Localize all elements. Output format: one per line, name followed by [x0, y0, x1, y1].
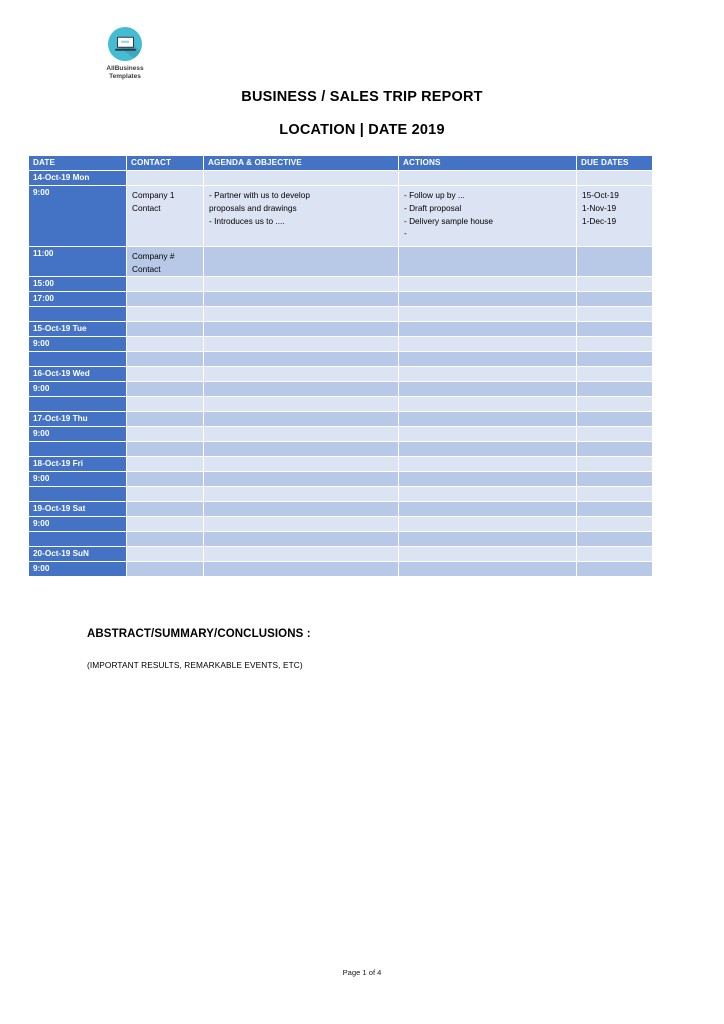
table-row: [29, 442, 653, 457]
cell-contact[interactable]: [127, 292, 204, 307]
cell-due[interactable]: [577, 171, 653, 186]
cell-contact[interactable]: [127, 457, 204, 472]
cell-due-line: 15-Oct-19: [582, 190, 619, 200]
cell-agenda[interactable]: [204, 517, 399, 532]
cell-contact[interactable]: [127, 397, 204, 412]
cell-agenda[interactable]: [204, 322, 399, 337]
cell-agenda[interactable]: [204, 502, 399, 517]
cell-contact-line: Contact: [132, 263, 161, 274]
cell-agenda[interactable]: [204, 186, 399, 247]
cell-due[interactable]: [577, 247, 653, 277]
table-row: [29, 487, 653, 502]
cell-contact[interactable]: [127, 382, 204, 397]
cell-actions-line: - Draft proposal: [404, 202, 462, 213]
cell-agenda[interactable]: [204, 442, 399, 457]
cell-agenda[interactable]: [204, 487, 399, 502]
cell-due[interactable]: [577, 517, 653, 532]
table-row: [29, 532, 653, 547]
cell-contact[interactable]: [127, 442, 204, 457]
cell-contact-line: Company 1: [132, 190, 175, 200]
cell-agenda[interactable]: [204, 171, 399, 186]
table-row: [29, 277, 653, 292]
cell-contact[interactable]: [127, 322, 204, 337]
laptop-icon: [108, 27, 142, 61]
cell-date[interactable]: 9:00: [29, 427, 127, 442]
cell-agenda[interactable]: [204, 277, 399, 292]
table-body: [29, 171, 653, 577]
cell-due[interactable]: [577, 186, 653, 247]
table-row: [29, 292, 653, 307]
cell-due[interactable]: [577, 322, 653, 337]
cell-due[interactable]: [577, 532, 653, 547]
cell-due[interactable]: [577, 487, 653, 502]
cell-due[interactable]: [577, 292, 653, 307]
cell-actions[interactable]: [399, 247, 577, 277]
cell-due[interactable]: [577, 502, 653, 517]
cell-agenda-line: proposals and drawings: [209, 202, 297, 213]
cell-actions-line: - Follow up by ...: [404, 190, 465, 200]
cell-agenda[interactable]: [204, 307, 399, 322]
cell-agenda[interactable]: [204, 472, 399, 487]
cell-agenda[interactable]: [204, 367, 399, 382]
cell-agenda[interactable]: [204, 547, 399, 562]
cell-due[interactable]: [577, 352, 653, 367]
cell-contact[interactable]: [127, 307, 204, 322]
cell-actions[interactable]: [399, 171, 577, 186]
trip-schedule-table: [28, 155, 653, 577]
cell-contact[interactable]: [127, 352, 204, 367]
cell-agenda[interactable]: [204, 457, 399, 472]
cell-actions[interactable]: [399, 277, 577, 292]
cell-due[interactable]: [577, 277, 653, 292]
cell-date[interactable]: 9:00: [29, 186, 127, 247]
cell-actions[interactable]: [399, 352, 577, 367]
cell-actions[interactable]: [399, 532, 577, 547]
cell-actions[interactable]: [399, 562, 577, 577]
cell-actions[interactable]: [399, 292, 577, 307]
cell-agenda[interactable]: [204, 352, 399, 367]
table-row: [29, 382, 653, 397]
cell-date[interactable]: [29, 532, 127, 547]
table-header: [29, 156, 653, 171]
column-header-contact: CONTACT: [127, 156, 204, 171]
table-row: [29, 472, 653, 487]
cell-actions[interactable]: [399, 322, 577, 337]
cell-due-line: 1-Nov-19: [582, 202, 617, 213]
cell-due[interactable]: [577, 307, 653, 322]
cell-actions-line: -: [404, 228, 407, 239]
page-subtitle: LOCATION | DATE 2019: [279, 122, 445, 138]
page-title: BUSINESS / SALES TRIP REPORT: [241, 89, 483, 105]
table-row: [29, 247, 653, 277]
cell-contact[interactable]: [127, 502, 204, 517]
table-row: [29, 427, 653, 442]
cell-actions[interactable]: [399, 547, 577, 562]
cell-due[interactable]: [577, 382, 653, 397]
cell-actions[interactable]: [399, 442, 577, 457]
cell-due[interactable]: [577, 397, 653, 412]
cell-agenda-line: - Introduces us to ....: [209, 215, 285, 226]
cell-date[interactable]: 15-Oct-19 Tue: [29, 322, 127, 337]
cell-date[interactable]: [29, 307, 127, 322]
cell-actions-line: - Delivery sample house: [404, 215, 493, 226]
cell-date[interactable]: 9:00: [29, 337, 127, 352]
table-row: [29, 502, 653, 517]
cell-date[interactable]: 9:00: [29, 382, 127, 397]
page-footer: Page 1 of 4: [342, 968, 382, 977]
cell-contact-line: Company #: [132, 251, 175, 261]
cell-agenda[interactable]: [204, 397, 399, 412]
table-row: [29, 186, 653, 247]
cell-contact[interactable]: [127, 247, 204, 277]
cell-contact[interactable]: [127, 171, 204, 186]
cell-contact[interactable]: [127, 562, 204, 577]
cell-actions[interactable]: [399, 517, 577, 532]
cell-contact[interactable]: [127, 337, 204, 352]
cell-contact[interactable]: [127, 487, 204, 502]
cell-contact[interactable]: [127, 412, 204, 427]
cell-date[interactable]: 20-Oct-19 SuN: [29, 547, 127, 562]
cell-date[interactable]: [29, 397, 127, 412]
cell-actions[interactable]: [399, 367, 577, 382]
logo-laptop-screen: [117, 37, 134, 48]
cell-contact[interactable]: [127, 472, 204, 487]
cell-date[interactable]: 11:00: [29, 247, 127, 277]
table-row: [29, 562, 653, 577]
column-header-date: DATE: [29, 156, 127, 171]
cell-date[interactable]: 17:00: [29, 292, 127, 307]
cell-date[interactable]: 9:00: [29, 472, 127, 487]
cell-date[interactable]: 16-Oct-19 Wed: [29, 367, 127, 382]
cell-due[interactable]: [577, 412, 653, 427]
cell-due[interactable]: [577, 367, 653, 382]
table-row: [29, 322, 653, 337]
cell-due[interactable]: [577, 562, 653, 577]
logo-laptop-base: [115, 48, 136, 50]
logo-laptop-glyph: [115, 37, 135, 51]
cell-contact[interactable]: [127, 277, 204, 292]
cell-actions[interactable]: [399, 472, 577, 487]
logo-wordmark: [92, 65, 158, 81]
cell-actions[interactable]: [399, 307, 577, 322]
cell-date[interactable]: 14-Oct-19 Mon: [29, 171, 127, 186]
cell-due[interactable]: [577, 427, 653, 442]
table-row: [29, 337, 653, 352]
cell-date[interactable]: 9:00: [29, 517, 127, 532]
cell-agenda[interactable]: [204, 382, 399, 397]
cell-agenda-line: - Partner with us to develop: [209, 190, 310, 200]
cell-contact[interactable]: [127, 367, 204, 382]
cell-due[interactable]: [577, 442, 653, 457]
table-row: [29, 171, 653, 186]
table-header-row: [29, 156, 653, 171]
abstract-subheading: (IMPORTANT RESULTS, REMARKABLE EVENTS, ETC): [87, 660, 303, 670]
cell-actions[interactable]: [399, 382, 577, 397]
cell-date[interactable]: 9:00: [29, 562, 127, 577]
cell-actions[interactable]: [399, 397, 577, 412]
cell-agenda[interactable]: [204, 562, 399, 577]
cell-date[interactable]: [29, 442, 127, 457]
cell-contact[interactable]: [127, 547, 204, 562]
cell-date[interactable]: 19-Oct-19 Sat: [29, 502, 127, 517]
cell-date[interactable]: 18-Oct-19 Fri: [29, 457, 127, 472]
cell-agenda[interactable]: [204, 247, 399, 277]
cell-date[interactable]: [29, 352, 127, 367]
cell-actions[interactable]: [399, 502, 577, 517]
cell-contact[interactable]: [127, 186, 204, 247]
table-row: [29, 352, 653, 367]
table-row: [29, 517, 653, 532]
brand-logo: [92, 27, 158, 81]
cell-agenda[interactable]: [204, 292, 399, 307]
cell-agenda[interactable]: [204, 412, 399, 427]
cell-actions[interactable]: [399, 186, 577, 247]
logo-wordmark-line1: AllBusiness: [106, 65, 144, 72]
table-row: [29, 457, 653, 472]
cell-date[interactable]: 17-Oct-19 Thu: [29, 412, 127, 427]
column-header-agenda: AGENDA & OBJECTIVE: [204, 156, 399, 171]
cell-actions[interactable]: [399, 487, 577, 502]
cell-actions[interactable]: [399, 457, 577, 472]
cell-agenda[interactable]: [204, 337, 399, 352]
logo-wordmark-line2: Templates: [109, 73, 141, 80]
cell-actions[interactable]: [399, 427, 577, 442]
cell-due[interactable]: [577, 547, 653, 562]
cell-due[interactable]: [577, 457, 653, 472]
table-row: [29, 397, 653, 412]
cell-due-line: 1-Dec-19: [582, 215, 617, 226]
cell-date[interactable]: [29, 487, 127, 502]
cell-actions[interactable]: [399, 412, 577, 427]
cell-contact[interactable]: [127, 517, 204, 532]
cell-contact[interactable]: [127, 427, 204, 442]
column-header-actions: ACTIONS: [399, 156, 577, 171]
cell-contact-line: Contact: [132, 202, 161, 213]
table-row: [29, 412, 653, 427]
table-row: [29, 547, 653, 562]
cell-actions[interactable]: [399, 337, 577, 352]
column-header-due: DUE DATES: [577, 156, 653, 171]
table-row: [29, 307, 653, 322]
abstract-heading: ABSTRACT/SUMMARY/CONCLUSIONS :: [87, 628, 311, 640]
cell-due[interactable]: [577, 337, 653, 352]
cell-agenda[interactable]: [204, 532, 399, 547]
cell-agenda[interactable]: [204, 427, 399, 442]
cell-due[interactable]: [577, 472, 653, 487]
cell-date[interactable]: 15:00: [29, 277, 127, 292]
table-row: [29, 367, 653, 382]
cell-contact[interactable]: [127, 532, 204, 547]
